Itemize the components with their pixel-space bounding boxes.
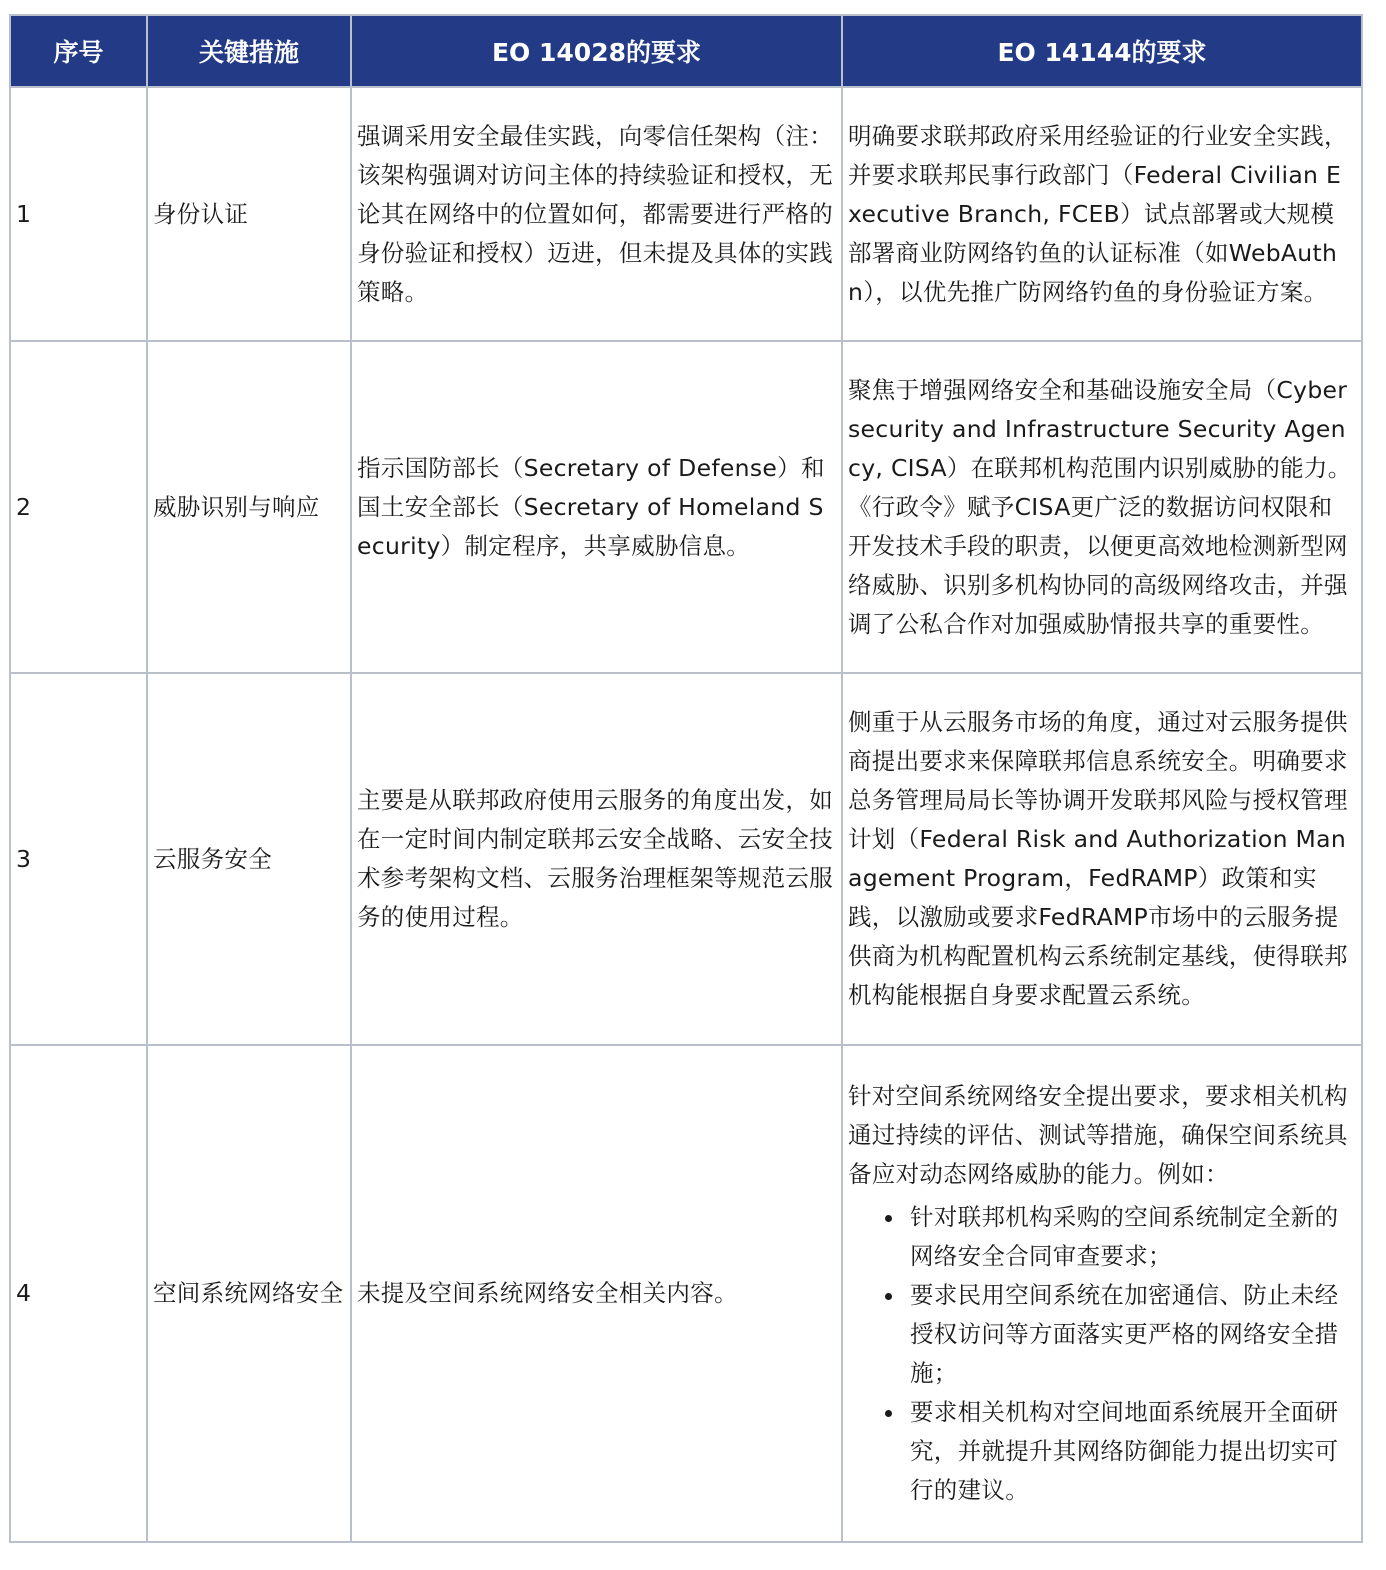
eo14144-cell: 聚焦于增强网络安全和基础设施安全局（Cybersecurity and Infrastructure Security Agency, CISA）在联邦机构范围内识别威胁的能力。《行政令》赋予CISA更广泛的数据访问权限和开发技术手段的职责，以便更高效地检测新型网络威胁、识别多机构协同的高级网络攻击，并强调了公私合作对加强威胁情报共享的重要性。 xyxy=(842,341,1362,673)
comparison-table xyxy=(9,14,1363,1543)
key-measure-cell: 身份认证 xyxy=(147,87,351,341)
key-measure-cell: 云服务安全 xyxy=(147,673,351,1045)
eo14144-cell xyxy=(842,1045,1362,1542)
list-item: • 要求民用空间系统在加密通信、防止未经授权访问等方面落实更严格的网络安全措施； xyxy=(906,1276,1355,1393)
eo14144-intro: 针对空间系统网络安全提出要求，要求相关机构通过持续的评估、测试等措施，确保空间系统具备应对动态网络威胁的能力。例如： xyxy=(848,1082,1348,1188)
key-measure-cell: 威胁识别与响应 xyxy=(147,341,351,673)
row-number: 4 xyxy=(10,1045,147,1542)
list-item: • 针对联邦机构采购的空间系统制定全新的网络安全合同审查要求； xyxy=(906,1198,1355,1276)
header-eo14144: EO 14144的要求 xyxy=(842,15,1362,87)
eo14144-bullet-list xyxy=(848,1198,1355,1510)
header-number: 序号 xyxy=(10,15,147,87)
eo14144-cell: 侧重于从云服务市场的角度，通过对云服务提供商提出要求来保障联邦信息系统安全。明确要求总务管理局局长等协调开发联邦风险与授权管理计划（Federal Risk and Authorization Management Program，FedRAMP）政策和实践，以激励或要求FedRAMP市场中的云服务提供商为机构配置机构云系统制定基线，使得联邦机构能根据自身要求配置云系统。 xyxy=(842,673,1362,1045)
eo14028-cell: 主要是从联邦政府使用云服务的角度出发，如在一定时间内制定联邦云安全战略、云安全技术参考架构文档、云服务治理框架等规范云服务的使用过程。 xyxy=(351,673,842,1045)
eo14028-cell: 强调采用安全最佳实践，向零信任架构（注：该架构强调对访问主体的持续验证和授权，无论其在网络中的位置如何，都需要进行严格的身份验证和授权）迈进，但未提及具体的实践策略。 xyxy=(351,87,842,341)
key-measure-cell: 空间系统网络安全 xyxy=(147,1045,351,1542)
table-header-row xyxy=(10,15,1362,87)
row-number: 2 xyxy=(10,341,147,673)
header-key-measure: 关键措施 xyxy=(147,15,351,87)
table-row xyxy=(10,87,1362,341)
header-eo14028: EO 14028的要求 xyxy=(351,15,842,87)
table-row xyxy=(10,673,1362,1045)
list-item: • 要求相关机构对空间地面系统展开全面研究，并就提升其网络防御能力提出切实可行的建议。 xyxy=(906,1393,1355,1510)
table-row xyxy=(10,341,1362,673)
table-row xyxy=(10,1045,1362,1542)
eo14144-cell: 明确要求联邦政府采用经验证的行业安全实践，并要求联邦民事行政部门（Federal Civilian Executive Branch, FCEB）试点部署或大规模部署商业防网络钓鱼的认证标准（如WebAuthn），以优先推广防网络钓鱼的身份验证方案。 xyxy=(842,87,1362,341)
comparison-table-container xyxy=(9,14,1361,1543)
row-number: 3 xyxy=(10,673,147,1045)
eo14028-cell: 未提及空间系统网络安全相关内容。 xyxy=(351,1045,842,1542)
row-number: 1 xyxy=(10,87,147,341)
eo14028-cell: 指示国防部长（Secretary of Defense）和国土安全部长（Secretary of Homeland Security）制定程序，共享威胁信息。 xyxy=(351,341,842,673)
